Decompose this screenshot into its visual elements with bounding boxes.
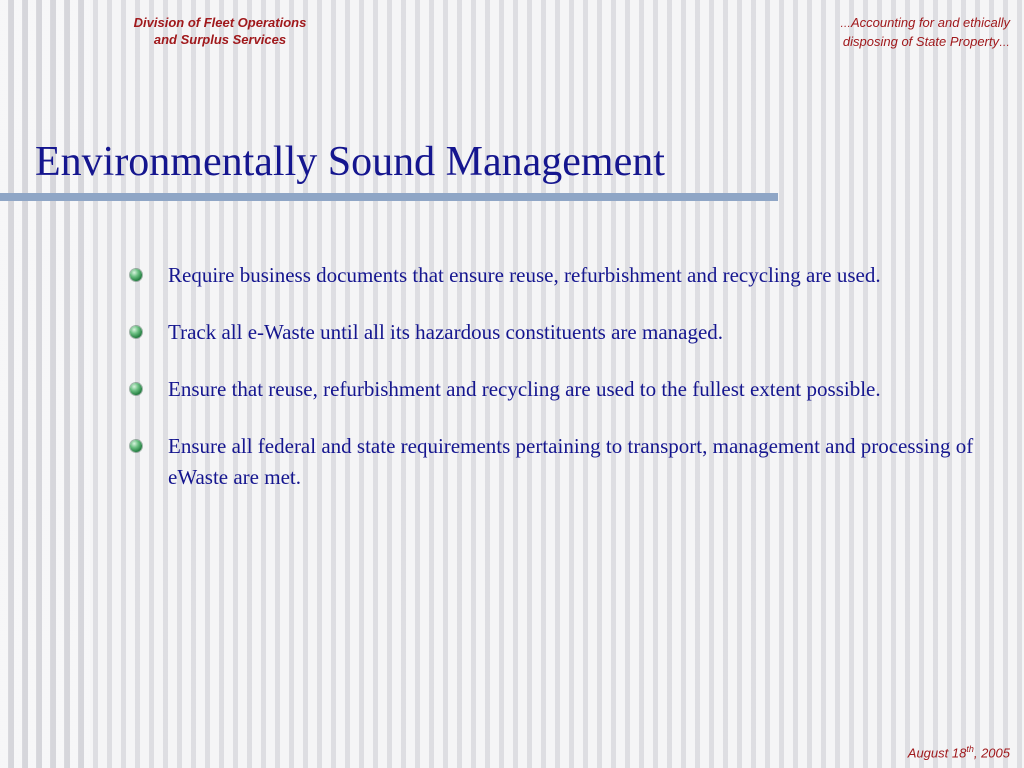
tagline-line-1 [690, 14, 1010, 33]
bullet-item [130, 317, 990, 348]
division-line-2: and Surplus Services [153, 32, 287, 47]
bullet-text: Ensure all federal and state requirements pertaining to transport, management and processing of eWaste are met. [168, 434, 974, 489]
bullet-dot-icon [130, 440, 142, 452]
bullet-list [130, 260, 990, 519]
division-header [70, 14, 370, 48]
bullet-item [130, 374, 990, 405]
tagline-ellipsis-start: … [840, 18, 852, 30]
footer-date-main: August 18 [907, 745, 967, 760]
slide-title: Environmentally Sound Management [35, 139, 665, 185]
bullet-text: Ensure that reuse, refurbishment and recycling are used to the fullest extent possible. [168, 377, 881, 401]
footer-date-superscript: th [966, 743, 974, 754]
bullet-dot-icon [130, 326, 142, 338]
bullet-dot-icon [130, 383, 142, 395]
bullet-item [130, 431, 990, 493]
bullet-text: Track all e-Waste until all its hazardous constituents are managed. [168, 320, 724, 344]
tagline-header [690, 14, 1010, 52]
bullet-item [130, 260, 990, 291]
bullet-text: Require business documents that ensure reuse, refurbishment and recycling are used. [168, 263, 881, 287]
footer-date [908, 744, 1010, 760]
tagline-text-1: Accounting for and ethically [851, 15, 1010, 30]
tagline-line-2 [690, 33, 1010, 52]
tagline-ellipsis-end: … [999, 37, 1010, 49]
footer-date-year: , 2005 [973, 745, 1010, 760]
left-stripe-band [0, 0, 90, 768]
tagline-text-2: disposing of State Property [842, 34, 999, 49]
title-underline-rule [0, 193, 778, 201]
bullet-dot-icon [130, 269, 142, 281]
division-line-1: Division of Fleet Operations [133, 15, 307, 30]
